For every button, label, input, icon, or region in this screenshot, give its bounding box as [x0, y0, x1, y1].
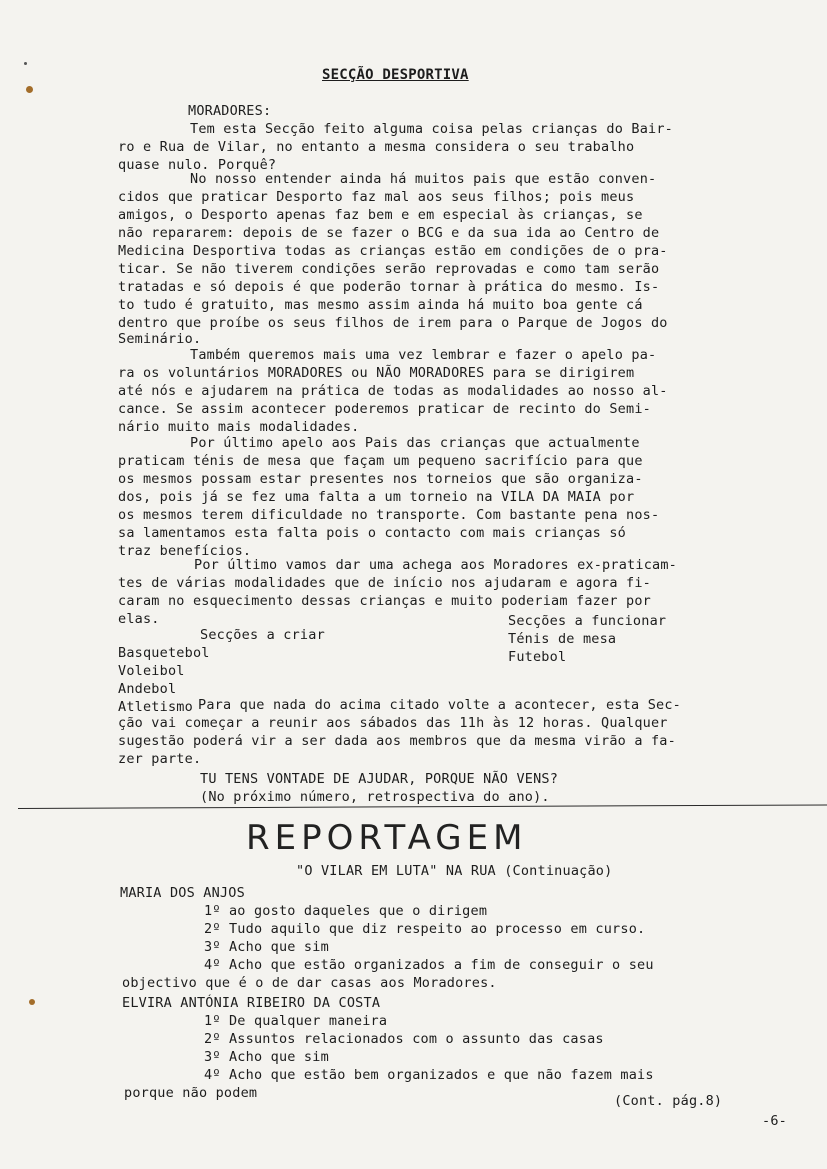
body-line: Por último apelo aos Pais das crianças que actualmente [190, 435, 640, 451]
body-line: elas. [118, 611, 160, 627]
list-item: Basquetebol [118, 645, 210, 661]
answer-line: objectivo que é o de dar casas aos Moradores. [122, 975, 497, 991]
body-line: os mesmos possam estar presentes nos torneios que são organiza- [118, 471, 643, 487]
body-line: Por último vamos dar uma achega aos Moradores ex-praticam- [194, 557, 678, 573]
list-title: Secções a funcionar [508, 613, 667, 629]
body-line: os mesmos terem dificuldade no transporte. Com bastante pena nos- [118, 507, 660, 523]
body-line: tratadas e só depois é que poderão tornar à prática do mesmo. Is- [118, 279, 660, 295]
body-line: ção vai começar a reunir aos sábados das 11h às 12 horas. Qualquer [118, 715, 668, 731]
body-line: cidos que praticar Desporto faz mal aos seus filhos; pois meus [118, 189, 635, 205]
list-title: Secções a criar [200, 627, 325, 643]
body-line: No nosso entender ainda há muitos pais que estão conven- [190, 171, 657, 187]
answer-line: 3º Acho que sim [204, 939, 329, 955]
report-subtitle: "O VILAR EM LUTA" NA RUA (Continuação) [296, 863, 613, 879]
list-item: Atletismo [118, 699, 193, 715]
body-line: to tudo é gratuito, mas mesmo assim ainda há muito boa gente cá [118, 297, 643, 313]
body-line: caram no esquecimento dessas crianças e muito poderiam fazer por [118, 593, 651, 609]
list-item: Futebol [508, 649, 567, 665]
body-line: nário muito mais modalidades. [118, 419, 360, 435]
body-line: ra os voluntários MORADORES ou NÃO MORADORES para se dirigirem [118, 365, 635, 381]
continued-note: (Cont. pág.8) [614, 1093, 723, 1109]
interviewee-name: MARIA DOS ANJOS [120, 885, 245, 901]
page-number: -6- [762, 1113, 787, 1129]
section-heading: SECÇÃO DESPORTIVA [322, 67, 469, 83]
body-line: sugestão poderá vir a ser dada aos membros que da mesma virão a fa- [118, 733, 676, 749]
body-line: dentro que proíbe os seus filhos de irem para o Parque de Jogos do [118, 315, 668, 331]
answer-line: porque não podem [124, 1085, 258, 1101]
answer-line: 2º Tudo aquilo que diz respeito ao processo em curso. [204, 921, 646, 937]
body-line: praticam ténis de mesa que façam um pequeno sacrifício para que [118, 453, 643, 469]
body-line: não repararem: depois de se fazer o BCG e da sua ida ao Centro de [118, 225, 660, 241]
body-line: cance. Se assim acontecer poderemos praticar de recinto do Semi- [118, 401, 651, 417]
body-line: sa lamentamos esta falta pois o contacto com mais crianças só [118, 525, 626, 541]
body-line: Tem esta Secção feito alguma coisa pelas crianças do Bair- [190, 121, 674, 137]
stain-mark [29, 999, 35, 1005]
list-item: Voleibol [118, 663, 185, 679]
list-item: Ténis de mesa [508, 631, 617, 647]
answer-line: 4º Acho que estão bem organizados e que não fazem mais [204, 1067, 654, 1083]
list-item: Andebol [118, 681, 177, 697]
body-line: zer parte. [118, 751, 202, 767]
slogan: TU TENS VONTADE DE AJUDAR, PORQUE NÃO VENS? [200, 771, 559, 787]
body-line: traz benefícios. [118, 543, 252, 559]
report-heading: REPORTAGEM [246, 818, 528, 858]
body-line: dos, pois já se fez uma falta a um torneio na VILA DA MAIA por [118, 489, 635, 505]
answer-line: 1º ao gosto daqueles que o dirigem [204, 903, 488, 919]
body-line: Medicina Desportiva todas as crianças estão em condições de o pra- [118, 243, 668, 259]
body-line: até nós e ajudarem na prática de todas as modalidades ao nosso al- [118, 383, 668, 399]
body-line: Também queremos mais uma vez lembrar e fazer o apelo pa- [190, 347, 657, 363]
answer-line: 4º Acho que estão organizados a fim de conseguir o seu [204, 957, 654, 973]
body-line: MORADORES: [188, 103, 272, 119]
body-line: ticar. Se não tiverem condições serão reprovadas e como tam serão [118, 261, 660, 277]
stain-mark [26, 86, 33, 93]
body-line: Seminário. [118, 331, 202, 347]
stain-mark [24, 62, 27, 65]
body-line: Para que nada do acima citado volte a acontecer, esta Sec- [198, 697, 682, 713]
answer-line: 1º De qualquer maneira [204, 1013, 388, 1029]
body-line: quase nulo. Porquê? [118, 157, 277, 173]
body-line: amigos, o Desporto apenas faz bem e em especial às crianças, se [118, 207, 643, 223]
body-line: ro e Rua de Vilar, no entanto a mesma considera o seu trabalho [118, 139, 635, 155]
answer-line: 2º Assuntos relacionados com o assunto das casas [204, 1031, 604, 1047]
body-line: tes de várias modalidades que de início nos ajudaram e agora fi- [118, 575, 651, 591]
next-issue-note: (No próximo número, retrospectiva do ano). [200, 789, 550, 805]
interviewee-name: ELVIRA ANTÓNIA RIBEIRO DA COSTA [122, 995, 381, 1011]
answer-line: 3º Acho que sim [204, 1049, 329, 1065]
